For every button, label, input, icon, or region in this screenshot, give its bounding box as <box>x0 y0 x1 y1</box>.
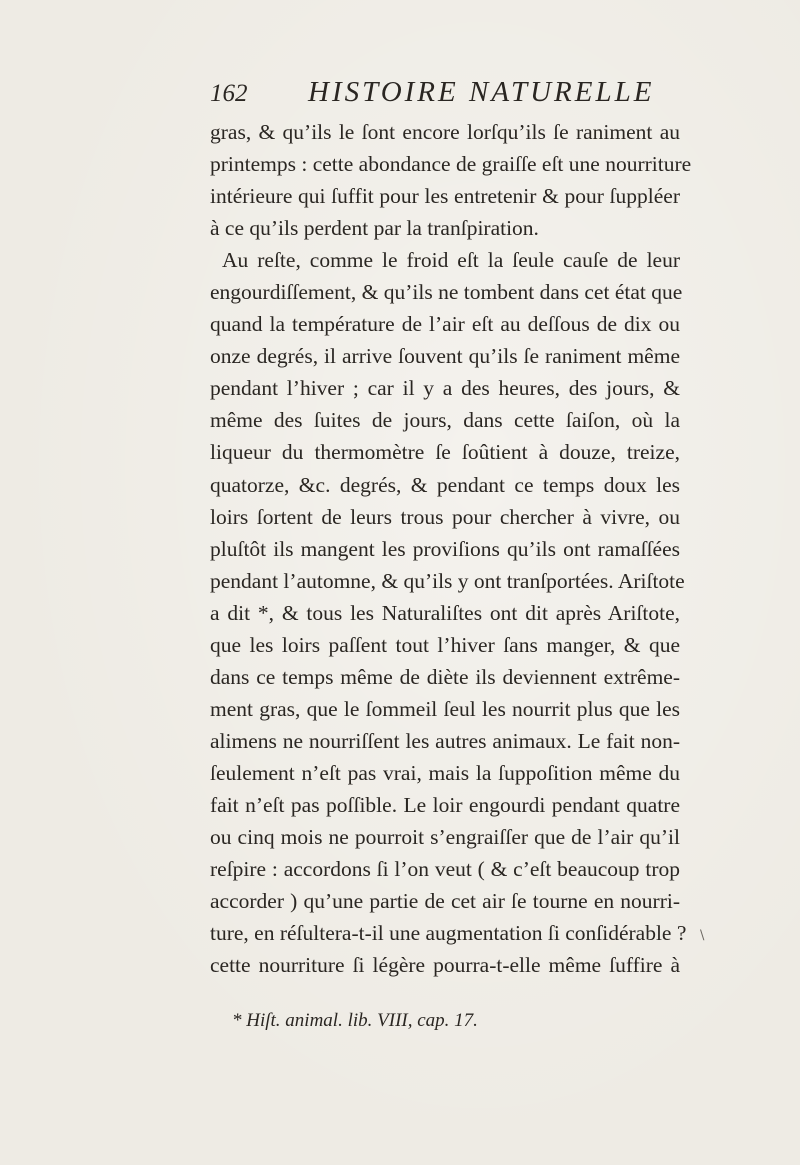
text-line: pendant l’hiver ; car il y a des heures, des jours, & <box>210 376 680 401</box>
text-line: fait n’eſt pas poſſible. Le loir engourdi pendant quatre <box>210 792 680 817</box>
text-line: pendant l’automne, & qu’ils y ont tranſportées. Ariſtote <box>210 568 685 593</box>
text-line: ſeulement n’eſt pas vrai, mais la ſuppoſition même du <box>210 760 680 785</box>
text-line: même des ſuites de jours, dans cette ſaiſon, où la <box>210 408 680 433</box>
text-line: gras, & qu’ils le ſont encore lorſqu’ils ſe raniment au <box>210 120 680 144</box>
running-head: HISTOIRE NATURELLE <box>308 76 655 108</box>
text-line: liqueur du thermomètre ſe ſoûtient à douze, treize, <box>210 440 680 465</box>
text-line: printemps : cette abondance de graiſſe eſt une nourriture <box>210 152 692 177</box>
text-line: ture, en réſultera-t-il une augmentation ſi conſidérable ? <box>210 921 687 946</box>
text-line: loirs ſortent de leurs trous pour chercher à vivre, ou <box>210 504 680 529</box>
text-line: que les loirs paſſent tout l’hiver ſans manger, & que <box>210 632 680 657</box>
body-text <box>210 116 692 981</box>
text-line: quatorze, &c. degrés, & pendant ce temps doux les <box>210 472 680 497</box>
page-number: 162 <box>210 80 248 107</box>
text-line: ment gras, que le ſommeil ſeul les nourrit plus que les <box>210 696 680 721</box>
page-header <box>210 76 680 116</box>
text-line: alimens ne nourriſſent les autres animaux. Le fait non- <box>210 728 680 753</box>
margin-mark: \ <box>700 928 705 943</box>
text-line: dans ce temps même de diète ils deviennent extrême- <box>210 664 680 689</box>
text-line: quand la température de l’air eſt au deſſous de dix ou <box>210 312 680 337</box>
text-line: pluſtôt ils mangent les proviſions qu’ils ont ramaſſées <box>210 536 680 561</box>
text-line: à ce qu’ils perdent par la tranſpiration. <box>210 216 539 241</box>
text-line: reſpire : accordons ſi l’on veut ( & c’eſt beaucoup trop <box>210 857 680 882</box>
text-line: onze degrés, il arrive ſouvent qu’ils ſe raniment même <box>210 344 680 369</box>
text-line: a dit *, & tous les Naturaliſtes ont dit après Ariſtote, <box>210 600 680 625</box>
footnote: * Hiſt. animal. lib. VIII, cap. 17. <box>232 1010 478 1031</box>
text-line: Au reſte, comme le froid eſt la ſeule cauſe de leur <box>222 248 680 273</box>
text-line: engourdiſſement, & qu’ils ne tombent dans cet état que <box>210 280 683 305</box>
text-line: cette nourriture ſi légère pourra-t-elle même ſuffire à <box>210 953 680 978</box>
text-line: intérieure qui ſuffit pour les entretenir & pour ſuppléer <box>210 184 680 209</box>
text-line: accorder ) qu’une partie de cet air ſe tourne en nourri- <box>210 889 680 914</box>
text-line: ou cinq mois ne pourroit s’engraiſſer que de l’air qu’il <box>210 825 680 850</box>
